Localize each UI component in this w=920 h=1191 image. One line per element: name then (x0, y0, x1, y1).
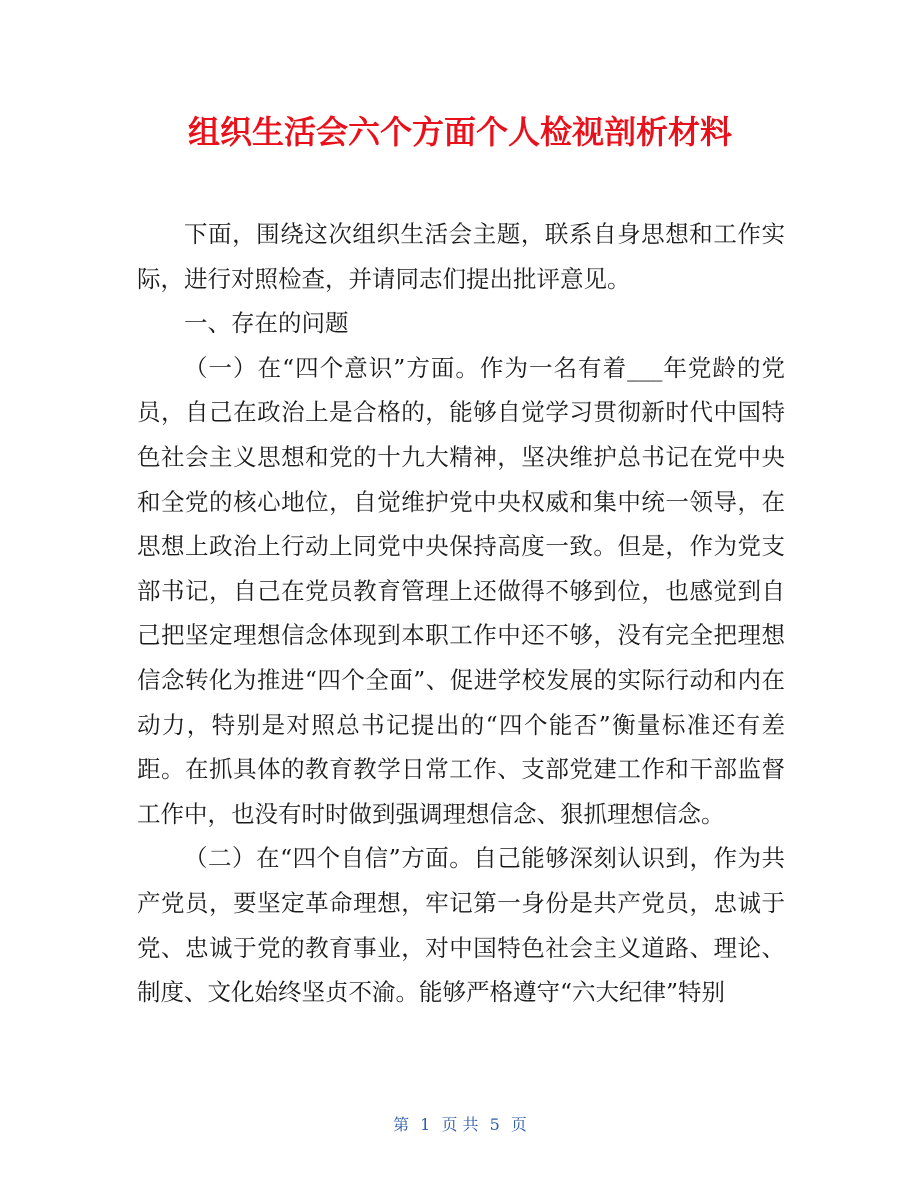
document-body (137, 212, 785, 1015)
footer-prefix: 第 (393, 1115, 410, 1134)
section-heading: 一、存在的问题 (184, 309, 349, 338)
footer-suffix: 页 (510, 1115, 527, 1134)
document-title: 组织生活会六个方面个人检视剖析材料 (187, 113, 732, 151)
paragraph-four-consciousness: （一）在“四个意识”方面。作为一名有着___年党龄的党员，自己在政治上是合格的，能够自觉学习贯彻新时代中国特色社会主义思想和党的十九大精神，坚决维护总书记在党中央和全党的核心地位，自觉维护党中央权威和集中统一领导，在思想上政治上行动上同党中央保持高度一致。但是，作为党支部书记，自己在党员教育管理上还做得不够到位，也感觉到自己把坚定理想信念体现到本职工作中还不够，没有完全把理想信念转化为推进“四个全面”、促进学校发展的实际行动和内在动力，特别是对照总书记提出的“四个能否”衡量标准还有差距。在抓具体的教育教学日常工作、支部党建工作和干部监督工作中，也没有时时做到强调理想信念、狠抓理想信念。 (137, 353, 785, 828)
paragraph-intro: 下面，围绕这次组织生活会主题，联系自身思想和工作实际，进行对照检查，并请同志们提出批评意见。 (137, 220, 785, 293)
paragraph-four-confidence: （二）在“四个自信”方面。自己能够深刻认识到，作为共产党员，要坚定革命理想，牢记第一身份是共产党员，忠诚于党、忠诚于党的教育事业，对中国特色社会主义道路、理论、制度、文化始终坚贞不渝。能够严格遵守“六大纪律”特别 (137, 844, 785, 1007)
footer-current-page: 1 (420, 1115, 431, 1134)
footer-mid: 页 共 (441, 1115, 479, 1134)
footer-total-pages: 5 (489, 1115, 500, 1134)
page-footer (0, 1114, 920, 1136)
